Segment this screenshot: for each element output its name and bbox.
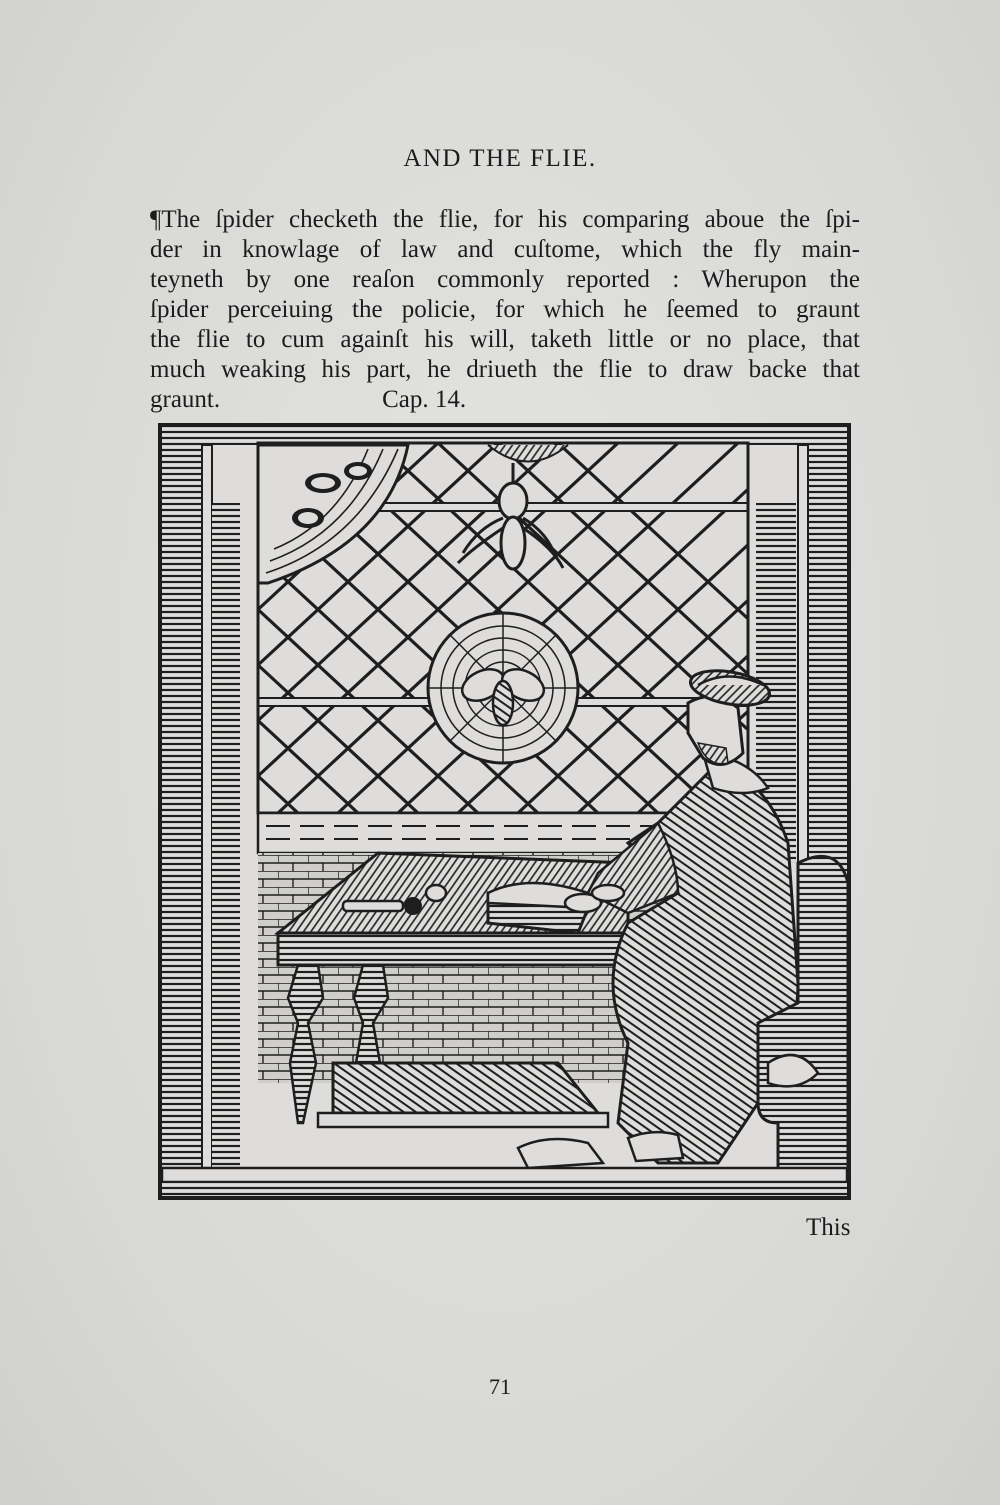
summary-last-word: graunt. bbox=[150, 386, 221, 413]
page-number: 71 bbox=[489, 1374, 511, 1399]
summary-line: much weaking his part, he driueth the flie to draw backe that bbox=[150, 356, 860, 383]
summary-line: ¶The ſpider checketh the flie, for his comparing aboue the ſpi- bbox=[150, 206, 860, 233]
summary-line: teyneth by one reaſon commonly reported : Wherupon the bbox=[150, 266, 860, 293]
catchword: This bbox=[806, 1214, 851, 1241]
chapter-summary bbox=[150, 205, 860, 415]
chapter-number: Cap. 14. bbox=[382, 386, 467, 413]
summary-line: der in knowlage of law and cuſtome, which the fly main- bbox=[150, 236, 860, 263]
running-head: AND THE FLIE. bbox=[403, 145, 597, 172]
summary-last-line bbox=[150, 385, 860, 415]
woodcut-illustration bbox=[158, 423, 851, 1200]
summary-line: the flie to cum againſt his will, taketh little or no place, that bbox=[150, 326, 860, 353]
summary-line: ſpider perceiuing the policie, for which he ſeemed to graunt bbox=[150, 296, 860, 323]
